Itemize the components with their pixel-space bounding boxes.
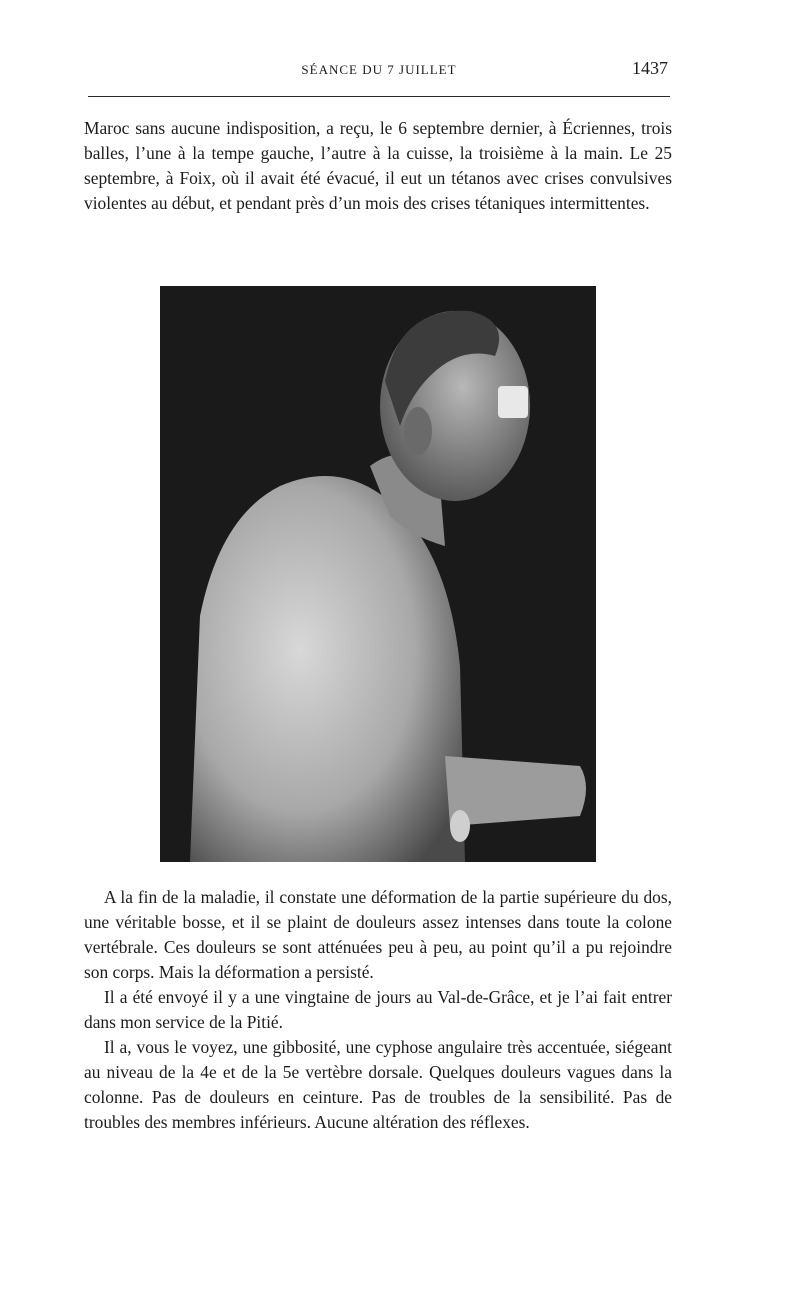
header-rule: [88, 96, 670, 97]
patient-photo-icon: [160, 286, 596, 862]
patient-photograph: [160, 286, 596, 862]
text-block-top: [84, 116, 672, 216]
paragraph: Il a été envoyé il y a une vingtaine de jours au Val-de-Grâce, et je l’ai fait entrer dans mon service de la Pitié.: [84, 987, 672, 1032]
paragraph: A la fin de la maladie, il constate une déformation de la partie supérieure du dos, une véritable bosse, et il se plaint de douleurs assez intenses dans toute la colone vertébrale. Ces douleurs se sont atténuées peu à peu, au point qu’il a pu rejoindre son corps. Mais la déformation a persisté.: [84, 887, 672, 982]
running-title: SÉANCE DU 7 JUILLET: [301, 62, 457, 77]
page-header: [88, 58, 670, 86]
paragraph: Maroc sans aucune indisposition, a reçu, le 6 septembre dernier, à Écriennes, trois balles, l’une à la tempe gauche, l’autre à la cuisse, la troisième à la main. Le 25 septembre, à Foix, où il avait été évacué, il eut un tétanos avec crises convulsives violentes au début, et pendant près d’un mois des crises tétaniques intermittentes.: [84, 118, 672, 213]
page-number: 1437: [632, 58, 668, 78]
paragraph: Il a, vous le voyez, une gibbosité, une cyphose angulaire très accentuée, siégeant au niveau de la 4e et de la 5e vertèbre dorsale. Quelques douleurs vagues dans la colonne. Pas de douleurs en ceinture. Pas de troubles de la sensibilité. Pas de troubles des membres inférieurs. Aucune altération des réflexes.: [84, 1037, 672, 1132]
text-block-bottom: [84, 885, 672, 1135]
